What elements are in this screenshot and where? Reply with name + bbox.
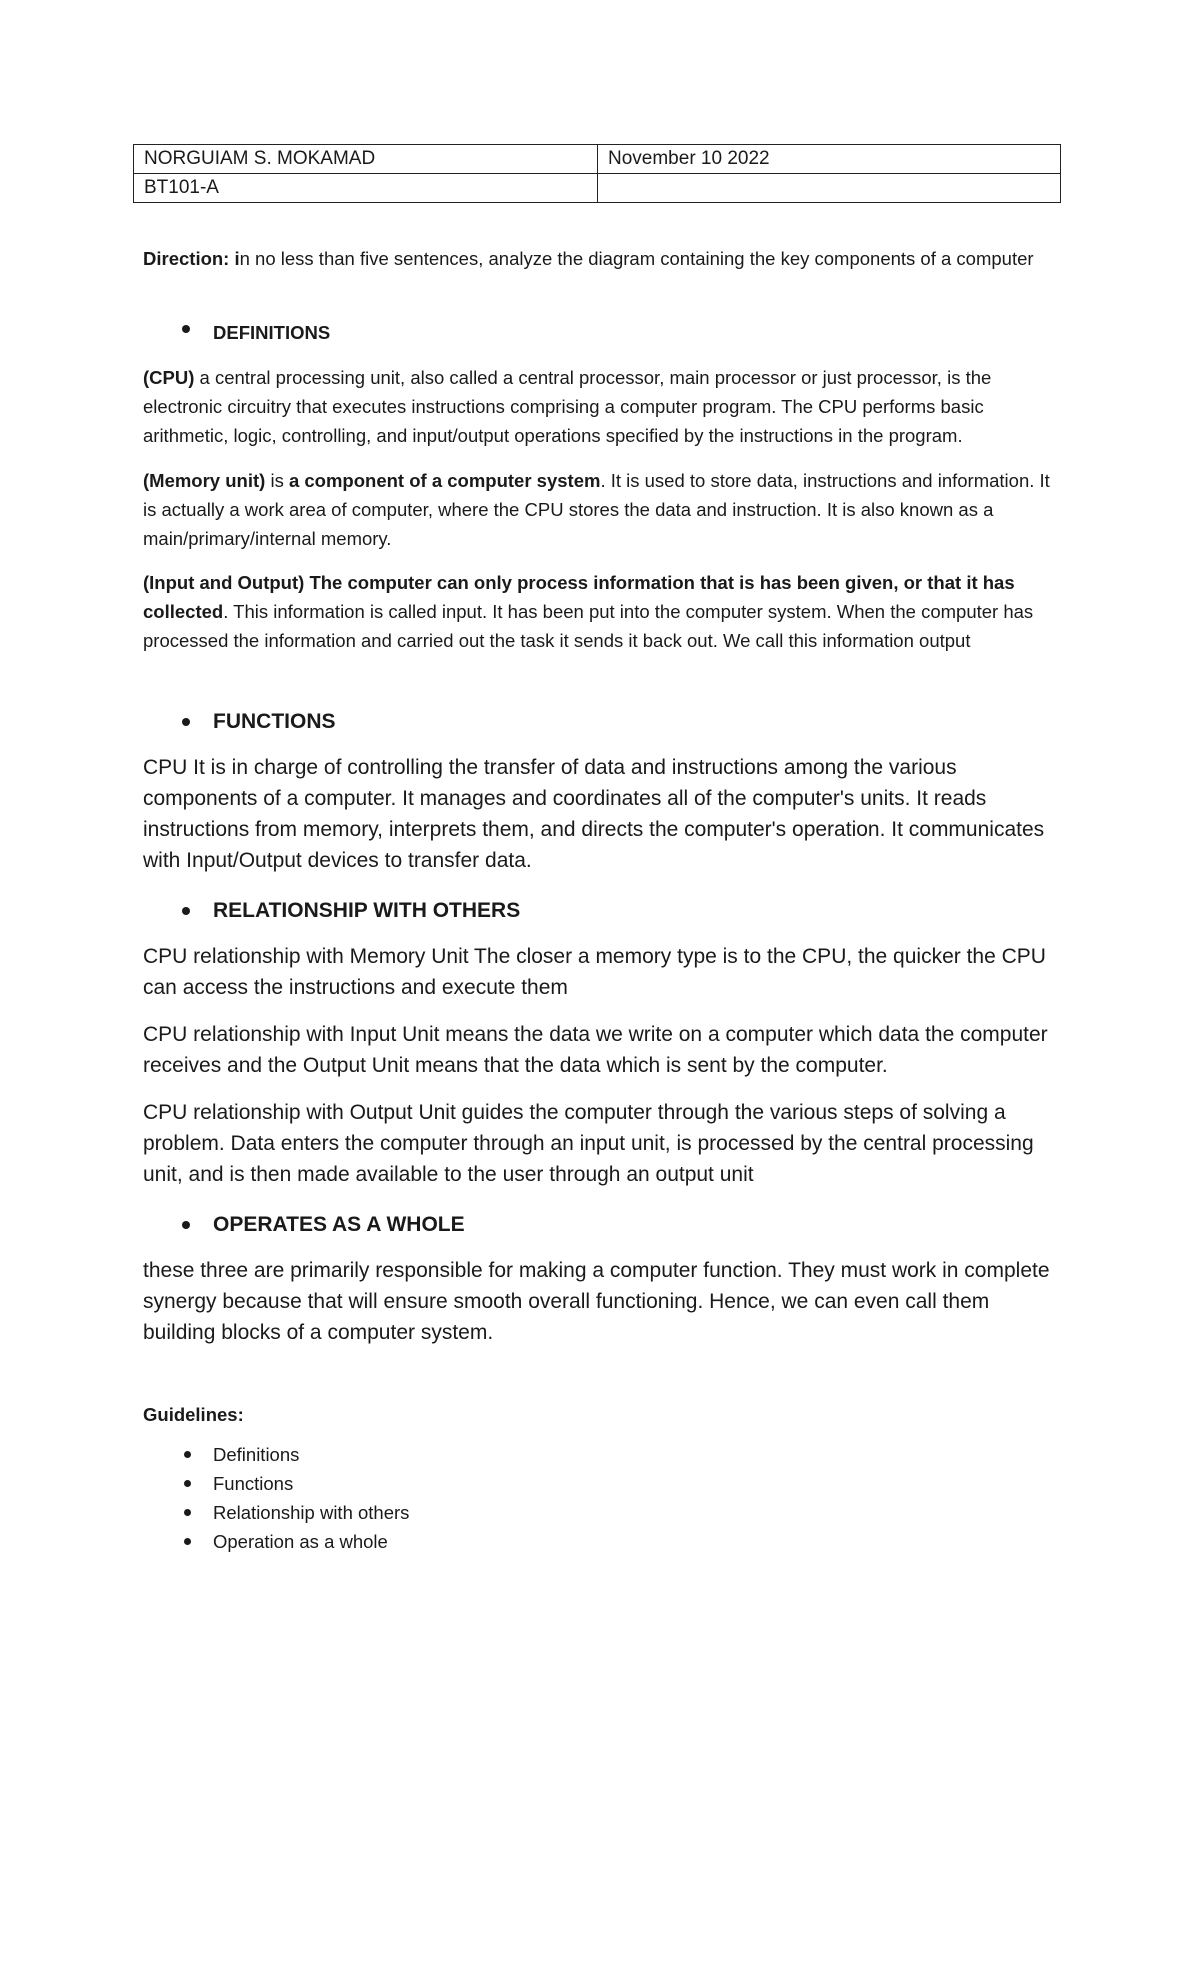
list-item (143, 1469, 409, 1498)
header-row-2 (134, 174, 1061, 203)
bullet-icon (184, 1480, 191, 1487)
guideline-operation: Operation as a whole (213, 1531, 388, 1552)
memory-bold-text: a component of a computer system (288, 470, 601, 491)
direction-label: Direction: i (143, 248, 240, 269)
header-table (133, 144, 1061, 203)
bullet-icon (184, 1509, 191, 1516)
bullet-icon (180, 322, 194, 336)
io-definition-text: . This information is called input. It has been put into the computer system. When the computer has processed the information and carried out the task it sends it back out. We call this information output (143, 601, 1034, 651)
date-cell: November 10 2022 (598, 145, 1061, 174)
io-bold-text: The computer can only process information that is has been given, or that it has collected (143, 572, 1015, 622)
bullet-icon (180, 1218, 194, 1232)
io-definition (143, 568, 1063, 655)
guideline-relationship: Relationship with others (213, 1502, 410, 1523)
header-row-1 (134, 145, 1061, 174)
bullet-icon (180, 904, 194, 918)
cpu-definition (143, 363, 1063, 450)
functions-heading: FUNCTIONS (213, 710, 336, 733)
list-item (143, 1498, 409, 1527)
empty-cell (598, 174, 1061, 203)
bullet-icon (184, 1451, 191, 1458)
student-name-cell: NORGUIAM S. MOKAMAD (134, 145, 598, 174)
list-item (143, 1440, 409, 1469)
memory-definition-text: . It is used to store data, instructions and information. It is actually a work area of computer, where the CPU stores the data and instruction. It is also known as a main/primary/internal memory. (143, 470, 1050, 549)
whole-paragraph: these three are primarily responsible for making a computer function. They must work in complete synergy because that will ensure smooth overall functioning. Hence, we can even call them building blocks of a computer system. (143, 1259, 1050, 1344)
direction-paragraph (143, 244, 1063, 273)
bullet-icon (184, 1538, 191, 1545)
relationship-output-paragraph: CPU relationship with Output Unit guides the computer through the various steps of solving a problem. Data enters the computer through an input unit, is processed by the central processing unit, and is then made available to the user through an output unit (143, 1101, 1034, 1186)
definitions-heading: DEFINITIONS (213, 322, 331, 343)
guideline-definitions: Definitions (213, 1444, 300, 1465)
cpu-definition-text: a central processing unit, also called a central processor, main processor or just processor, is the electronic circuitry that executes instructions comprising a computer program. The CPU performs basic arithmetic, logic, controlling, and input/output operations specified by the instructions in the program. (143, 367, 992, 446)
guideline-functions: Functions (213, 1473, 294, 1494)
memory-definition (143, 466, 1063, 553)
relationship-input-paragraph: CPU relationship with Input Unit means the data we write on a computer which data the computer receives and the Output Unit means that the data which is sent by the computer. (143, 1023, 1048, 1077)
section-cell: BT101-A (134, 174, 598, 203)
relationship-heading: RELATIONSHIP WITH OTHERS (213, 899, 521, 922)
functions-paragraph: CPU It is in charge of controlling the transfer of data and instructions among the various components of a computer. It manages and coordinates all of the computer's units. It reads instructions from memory, interprets them, and directs the computer's operation. It communicates with Input/Output devices to transfer data. (143, 756, 1045, 872)
bullet-icon (180, 715, 194, 729)
memory-is-text: is (265, 470, 289, 491)
guidelines-heading: Guidelines: (143, 1404, 244, 1425)
whole-heading: OPERATES AS A WHOLE (213, 1213, 465, 1236)
direction-text: n no less than five sentences, analyze the diagram containing the key components of a computer (239, 248, 1034, 269)
cpu-term: (CPU) (143, 367, 195, 388)
guidelines-list (143, 1440, 409, 1556)
list-item (143, 1527, 409, 1556)
io-term: (Input and Output) (143, 572, 305, 593)
relationship-memory-paragraph: CPU relationship with Memory Unit The closer a memory type is to the CPU, the quicker the CPU can access the instructions and execute them (143, 945, 1046, 999)
memory-term: (Memory unit) (143, 470, 266, 491)
